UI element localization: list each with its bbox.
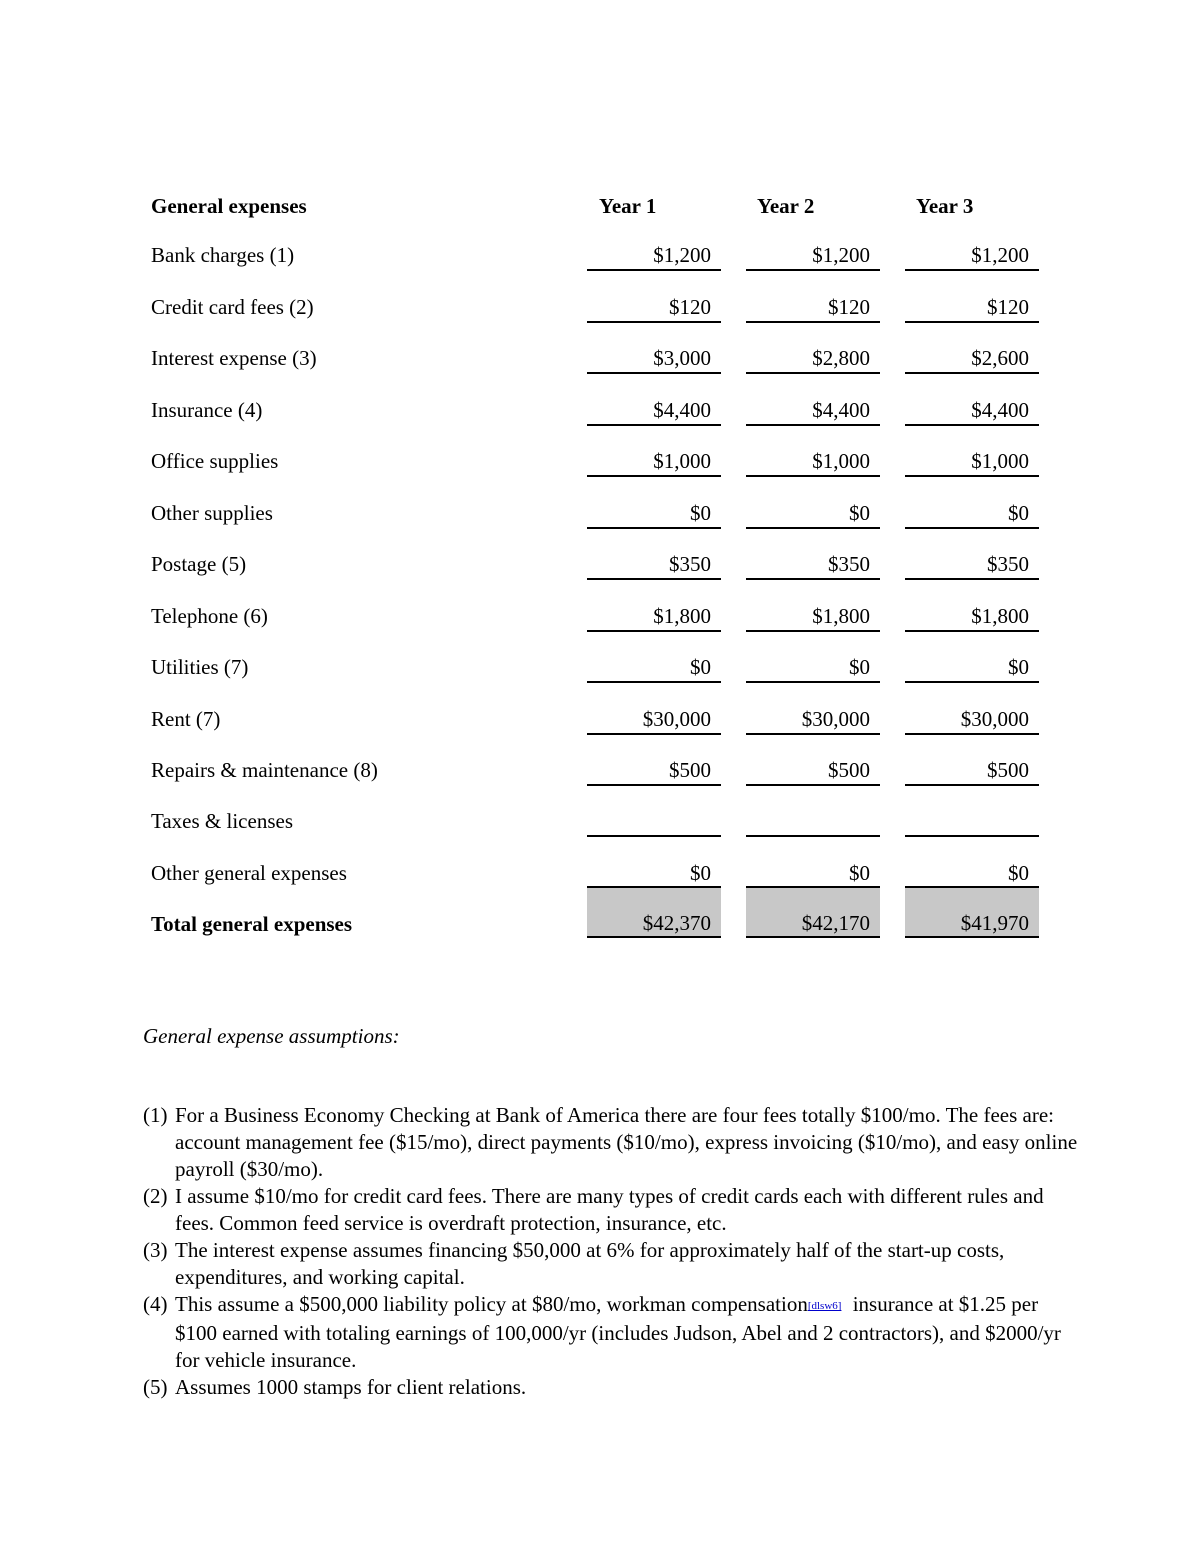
note-number: (5) — [143, 1375, 168, 1399]
note-number: (4) — [143, 1292, 168, 1316]
table-cell: $1,800 — [587, 602, 721, 632]
comment-reference-link[interactable]: [dlsw6] — [807, 1300, 842, 1312]
note-text: For a Business Economy Checking at Bank of America there are four fees totally $100/mo. The fees are: account management fee ($15/mo), direct payments ($10/mo), express invoicing ($10/mo), and easy online payroll ($30/mo). — [175, 1103, 1078, 1181]
row-label: Other supplies — [151, 501, 273, 525]
table-cell: $4,400 — [746, 396, 880, 426]
table-cell: $1,200 — [746, 241, 880, 271]
table-cell: $120 — [746, 293, 880, 323]
table-cell: $500 — [905, 756, 1039, 786]
year-3-header: Year 3 — [916, 194, 974, 218]
table-cell: $350 — [905, 550, 1039, 580]
table-cell: $0 — [587, 859, 721, 889]
table-cell: $0 — [587, 653, 721, 683]
list-item — [143, 1374, 1083, 1401]
table-cell: $500 — [746, 756, 880, 786]
table-cell: $1,000 — [905, 447, 1039, 477]
table-cell: $3,000 — [587, 344, 721, 374]
total-cell: $42,170 — [746, 886, 880, 938]
table-cell: $1,200 — [587, 241, 721, 271]
table-cell: $1,000 — [587, 447, 721, 477]
total-cell: $42,370 — [587, 886, 721, 938]
note-text: Assumes 1000 stamps for client relations. — [175, 1375, 527, 1399]
list-item — [143, 1291, 1083, 1374]
note-text-after: insurance at $1.25 per $100 earned with totaling earnings of 100,000/yr (includes Judson, Abel and 2 contractors), and $2000/yr for vehicle insurance. — [175, 1292, 1061, 1372]
assumptions-title: General expense assumptions: — [143, 1024, 400, 1048]
note-number: (1) — [143, 1103, 168, 1127]
table-cell: $120 — [905, 293, 1039, 323]
table-cell — [746, 807, 880, 837]
row-label: Telephone (6) — [151, 604, 268, 628]
table-cell: $30,000 — [746, 705, 880, 735]
note-text: I assume $10/mo for credit card fees. There are many types of credit cards each with different rules and fees. Common feed service is overdraft protection, insurance, etc. — [175, 1184, 1044, 1235]
row-label: Taxes & licenses — [151, 809, 293, 833]
table-cell: $0 — [746, 499, 880, 529]
table-cell: $2,800 — [746, 344, 880, 374]
table-cell — [587, 807, 721, 837]
table-header-label: General expenses — [151, 194, 307, 218]
row-label: Postage (5) — [151, 552, 247, 576]
row-label: Insurance (4) — [151, 398, 263, 422]
list-item — [143, 1237, 1083, 1291]
table-cell: $350 — [587, 550, 721, 580]
total-row-label: Total general expenses — [151, 912, 353, 936]
table-cell: $30,000 — [905, 705, 1039, 735]
table-cell: $500 — [587, 756, 721, 786]
year-2-header: Year 2 — [757, 194, 815, 218]
row-label: Rent (7) — [151, 707, 221, 731]
table-cell: $0 — [905, 653, 1039, 683]
table-cell: $2,600 — [905, 344, 1039, 374]
table-cell: $1,000 — [746, 447, 880, 477]
table-cell: $0 — [746, 653, 880, 683]
table-cell: $30,000 — [587, 705, 721, 735]
table-cell: $120 — [587, 293, 721, 323]
table-cell: $1,200 — [905, 241, 1039, 271]
year-1-header: Year 1 — [599, 194, 657, 218]
note-number: (2) — [143, 1184, 168, 1208]
total-cell: $41,970 — [905, 886, 1039, 938]
table-cell: $0 — [905, 499, 1039, 529]
table-cell — [905, 807, 1039, 837]
row-label: Bank charges (1) — [151, 243, 295, 267]
assumptions-list — [143, 1102, 1083, 1401]
row-label: Other general expenses — [151, 861, 347, 885]
table-cell: $0 — [746, 859, 880, 889]
row-label: Interest expense (3) — [151, 346, 317, 370]
list-item — [143, 1102, 1083, 1183]
row-label: Repairs & maintenance (8) — [151, 758, 378, 782]
note-number: (3) — [143, 1238, 168, 1262]
table-cell: $0 — [587, 499, 721, 529]
row-label: Utilities (7) — [151, 655, 249, 679]
note-text: The interest expense assumes financing $50,000 at 6% for approximately half of the start-up costs, expenditures, and working capital. — [175, 1238, 1005, 1289]
table-cell: $350 — [746, 550, 880, 580]
row-label: Credit card fees (2) — [151, 295, 314, 319]
table-cell: $4,400 — [905, 396, 1039, 426]
list-item — [143, 1183, 1083, 1237]
row-label: Office supplies — [151, 449, 279, 473]
table-cell: $0 — [905, 859, 1039, 889]
note-text — [175, 1291, 1083, 1374]
table-cell: $1,800 — [905, 602, 1039, 632]
table-cell: $1,800 — [746, 602, 880, 632]
note-text-before: This assume a $500,000 liability policy at $80/mo, workman compensation — [175, 1292, 808, 1316]
table-cell: $4,400 — [587, 396, 721, 426]
